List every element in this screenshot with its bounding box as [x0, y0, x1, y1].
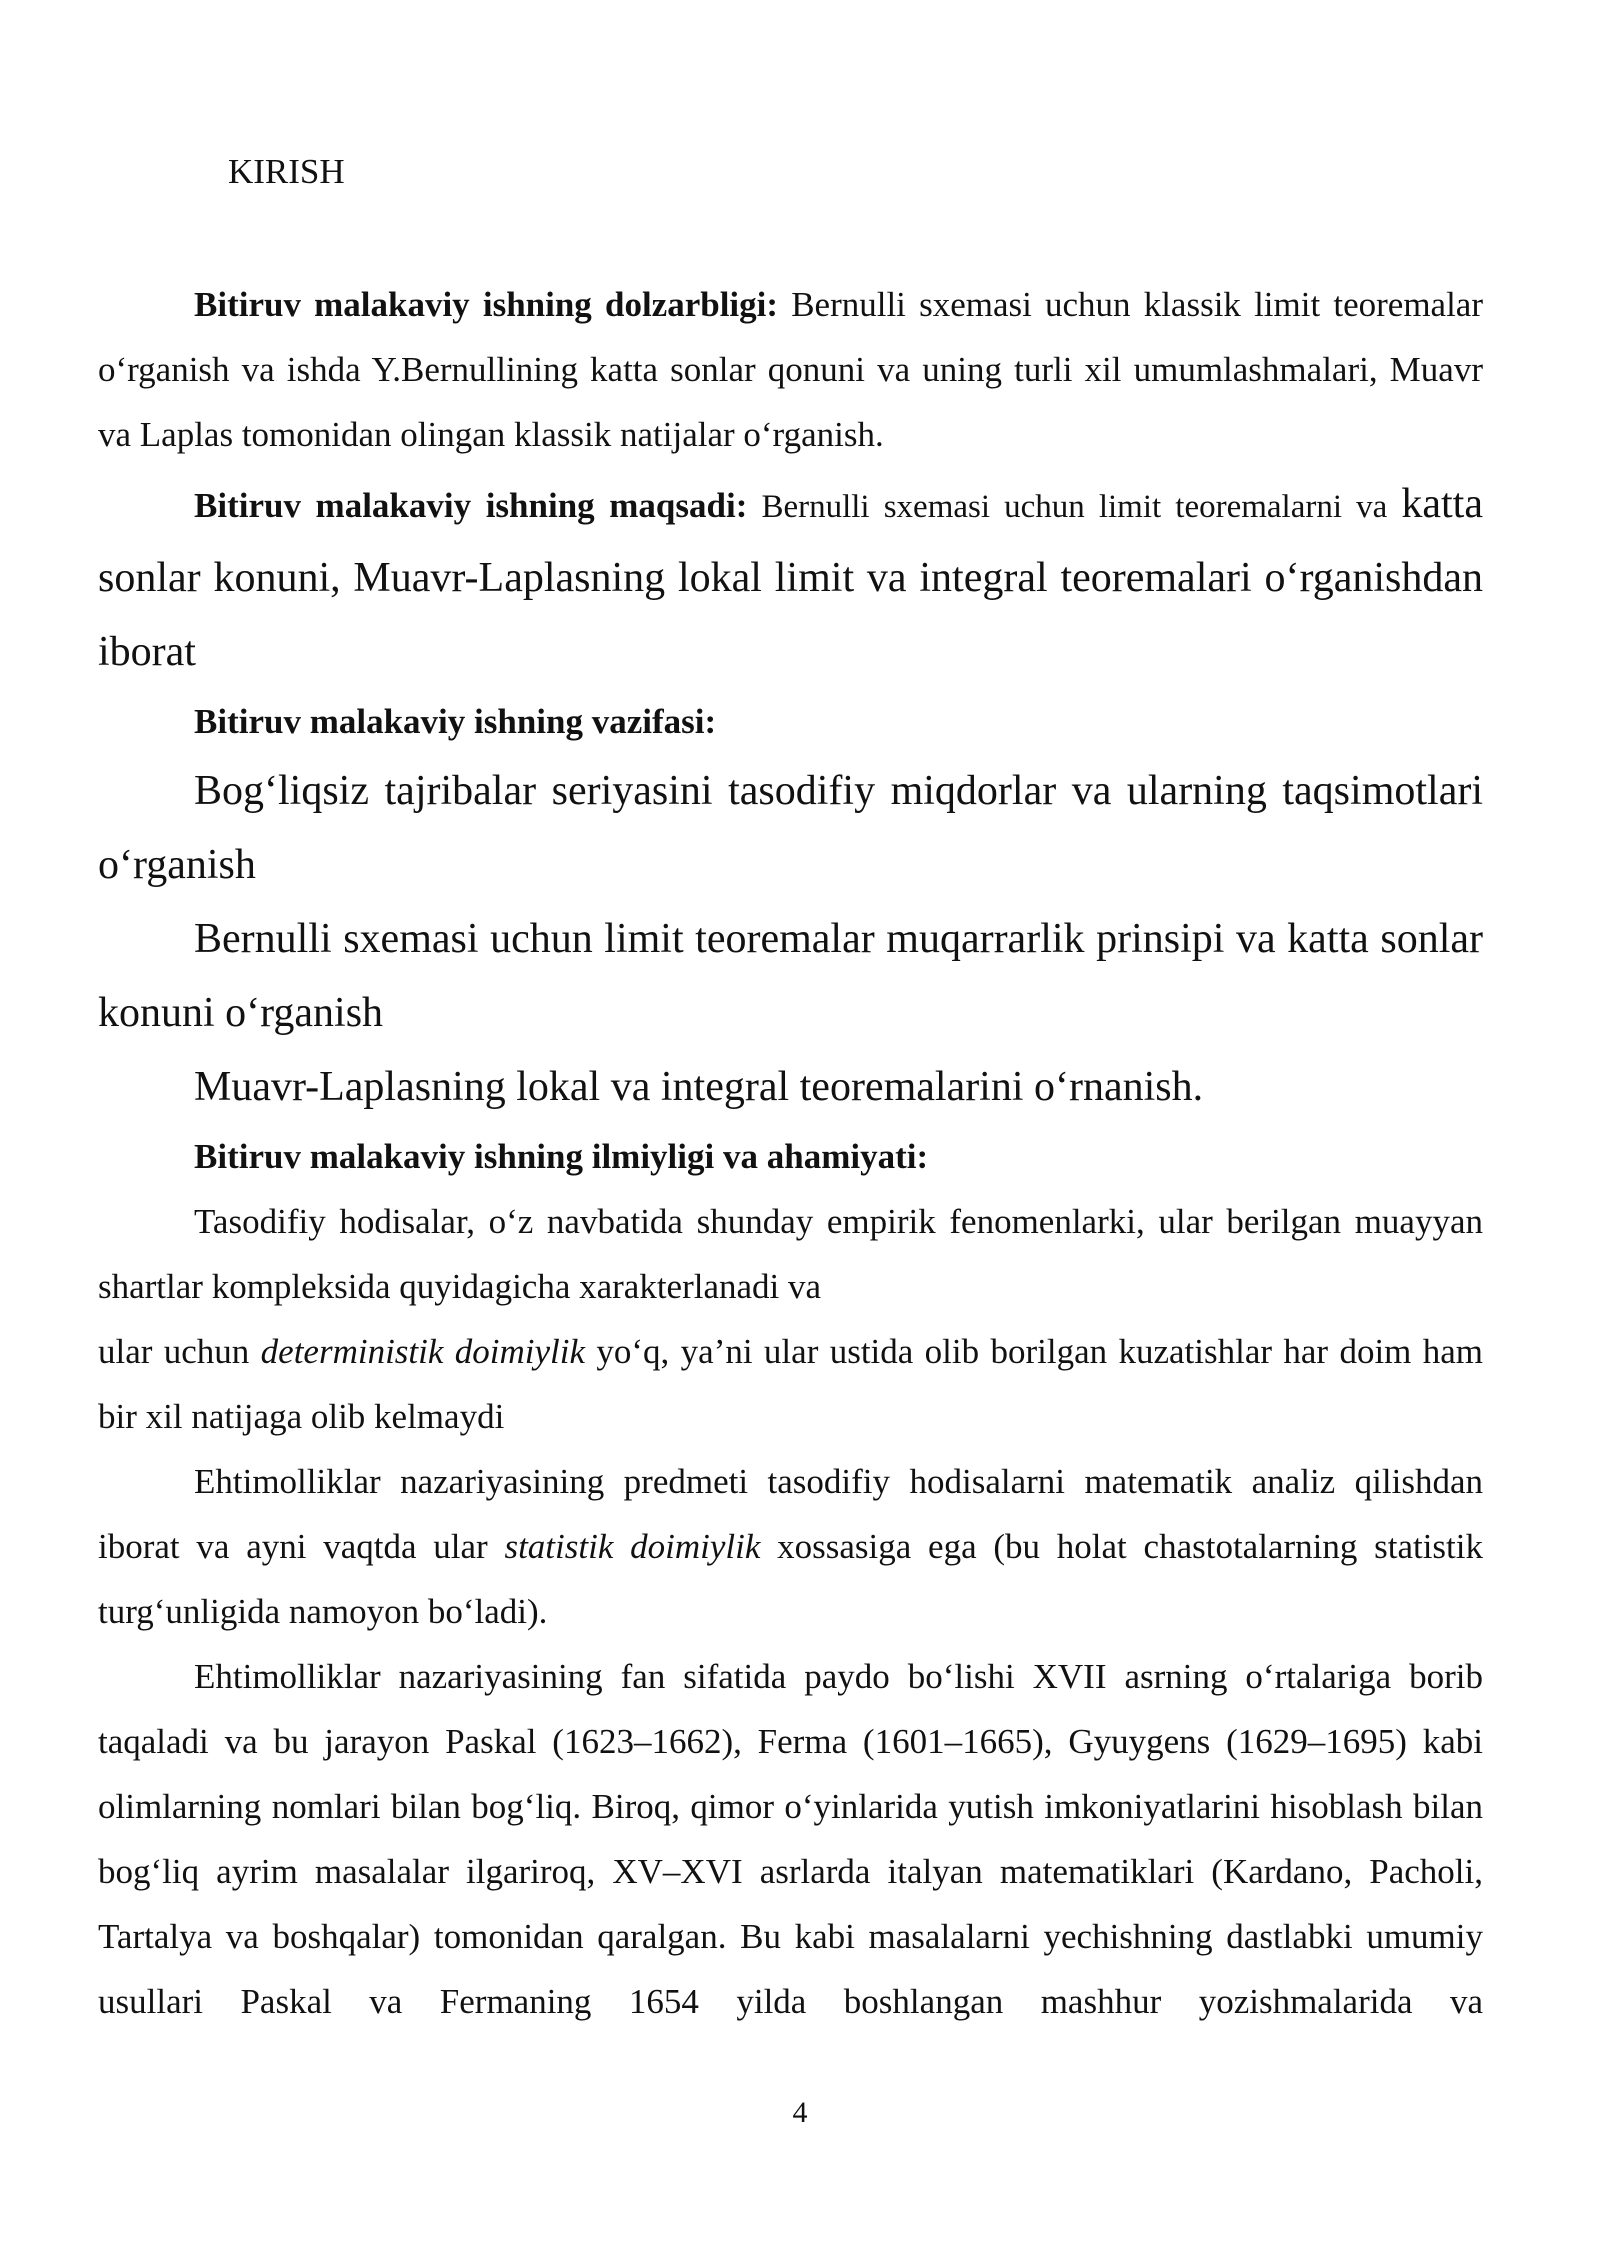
vazifasi-item-2: Bernulli sxemasi uchun limit teoremalar muqarrarlik prinsipi va katta sonlar konuni o‘rganish — [98, 916, 1483, 1036]
paragraph-ilmiyligi-2 — [98, 1449, 1483, 1644]
paragraph-ilmiyligi-1b — [98, 1319, 1483, 1449]
page-number: 4 — [792, 2096, 808, 2129]
text-maqsadi-large: katta sonlar konuni, Muavr-Laplasning lokal limit va integral teoremalari o‘rganishdan iborat — [98, 481, 1483, 675]
p1-emphasis: deterministik doimiylik — [260, 1332, 586, 1371]
vazifasi-item-3: Muavr-Laplasning lokal va integral teoremalarini o‘rnanish. — [194, 1064, 1204, 1110]
p1-post: yo‘q, ya’ni ular ustida olib borilgan kuzatishlar har doim ham bir xil natijaga olib kelmaydi — [98, 1332, 1484, 1436]
paragraph-dolzarbligi — [98, 272, 1483, 467]
label-maqsadi: Bitiruv malakaviy ishning maqsadi: — [194, 486, 748, 525]
label-dolzarbligi: Bitiruv malakaviy ishning dolzarbligi: — [194, 285, 779, 324]
text-dolzarbligi: Bernulli sxemasi uchun klassik limit teoremalar o‘rganish va ishda Y.Bernullining katta sonlar qonuni va uning turli xil umumlashmalari, Muavr va Laplas tomonidan olingan klassik natijalar o‘rganish. — [98, 285, 1483, 454]
p2-emphasis: statistik doimiylik — [504, 1527, 761, 1566]
p1-pre: ular uchun — [98, 1332, 261, 1371]
paragraph-maqsadi — [98, 467, 1483, 689]
vazifasi-item-1: Bog‘liqsiz tajribalar seriyasini tasodifiy miqdorlar va ularning taqsimotlari o‘rganish — [98, 768, 1483, 888]
section-heading: KIRISH — [228, 152, 345, 191]
document-body — [98, 272, 1484, 2034]
p2-post: xossasiga ega (bu holat chastotalarning statistik turg‘unligida namoyon bo‘ladi). — [98, 1527, 1483, 1631]
label-ilmiyligi — [98, 1124, 1483, 1189]
label-ilmiyligi-text: Bitiruv malakaviy ishning ilmiyligi va ahamiyati: — [194, 1137, 929, 1176]
paragraph-ilmiyligi-3: Ehtimolliklar nazariyasining fan sifatida paydo bo‘lishi XVII asrning o‘rtalariga borib taqaladi va bu jarayon Paskal (1623–1662), Ferma (1601–1665), Gyuygens (1629–1695) kabi olimlarning nomlari bilan bog‘liq. Biroq, qimor o‘yinlarida yutish imkoniyatlarini hisoblash bilan bog‘liq ayrim masalalar ilgariroq, XV–XVI asrlarda italyan matematiklari (Kardano, Pacholi, Tartalya va boshqalar) tomonidan qaralgan. Bu kabi masalalarni yechishning dastlabki umumiy usullari Paskal va Fermaning 1654 yilda boshlangan mashhur yozishmalarida va — [98, 1657, 1483, 2021]
p2-pre: Ehtimolliklar nazariyasining predmeti tasodifiy hodisalarni matematik analiz qilishdan iborat va ayni vaqtda ular — [98, 1462, 1483, 1566]
text-maqsadi-small: Bernulli sxemasi uchun limit teoremalarni va — [747, 489, 1402, 525]
label-vazifasi-text: Bitiruv malakaviy ishning vazifasi: — [194, 702, 717, 741]
label-vazifasi — [98, 689, 1483, 754]
paragraph-ilmiyligi-1a: Tasodifiy hodisalar, o‘z navbatida shunday empirik fenomenlarki, ular berilgan muayyan shartlar kompleksida quyidagicha xarakterlanadi va — [98, 1202, 1483, 1306]
